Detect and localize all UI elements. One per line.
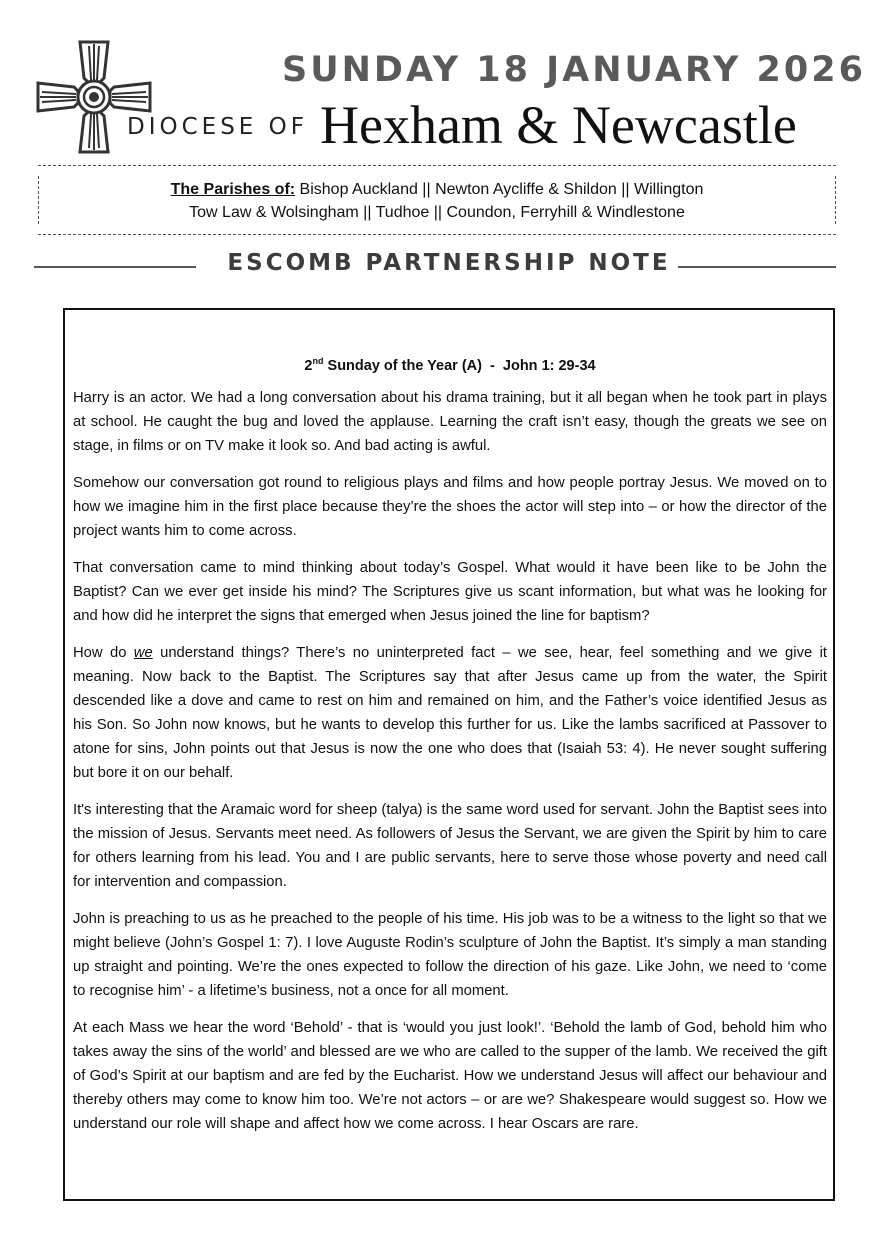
article-box xyxy=(63,308,835,1201)
parishes-box xyxy=(38,165,836,235)
heading-text: Sunday of the Year (A) - John 1: 29-34 xyxy=(323,357,596,374)
diocese-name: Hexham & Newcastle xyxy=(320,95,797,155)
note-title-bar xyxy=(34,250,836,284)
title-rule-left xyxy=(34,266,196,268)
paragraph: Somehow our conversation got round to religious plays and films and how people portray Jesus. We moved on to how we imagine him in the first place because they’re the shoes the actor will step into – or how the director of the project wants him to come across. xyxy=(73,474,827,539)
paragraph: That conversation came to mind thinking about today’s Gospel. What would it have been like to be John the Baptist? Can we ever get inside his mind? The Scriptures give us scant information, but what was he looking for and how did he interpret the signs that emerged when Jesus joined the line for baptism? xyxy=(73,559,827,624)
parishes-box-left-border xyxy=(38,176,39,224)
title-rule-right xyxy=(678,266,836,268)
diocese-prefix: DIOCESE OF xyxy=(127,114,308,140)
emphasis-we: we xyxy=(133,644,153,661)
parishes-label: The Parishes of: xyxy=(170,181,296,198)
heading-ordinal: nd xyxy=(312,356,324,366)
paragraph-text: How do xyxy=(73,644,134,661)
parishes-line-2: Tow Law & Wolsingham || Tudhoe || Coundon, Ferryhill & Windlestone xyxy=(189,204,685,221)
paragraph: John is preaching to us as he preached to the people of his time. His job was to be a witness to the light so that we might believe (John’s Gospel 1: 7). I love Auguste Rodin’s sculpture of John the Baptist. It’s simply a man standing up straight and pointing. We’re the ones expected to follow the direction of his gaze. Like John, we need to ‘come to recognise him’ - a lifetime’s business, not a once for all moment. xyxy=(73,910,827,999)
heading-number: 2 xyxy=(304,357,313,374)
parishes-line-1 xyxy=(38,178,836,201)
parishes-list-1: Bishop Auckland || Newton Aycliffe & Shildon || Willington xyxy=(295,181,704,198)
paragraph xyxy=(73,641,827,785)
parishes-box-right-border xyxy=(835,176,836,224)
bulletin-date: SUNDAY 18 JANUARY 2026 xyxy=(282,50,866,90)
article-heading xyxy=(73,356,827,374)
paragraph: Harry is an actor. We had a long conversation about his drama training, but it all began when he took part in plays at school. He caught the bug and loved the applause. Learning the craft isn’t easy, though the greats we see on stage, in films or on TV make it look so. And bad acting is awful. xyxy=(73,389,827,454)
paragraph: It's interesting that the Aramaic word for sheep (talya) is the same word used for servant. John the Baptist sees into the mission of Jesus. Servants meet need. As followers of Jesus the Servant, we are given the Spirit by him to care for others learning from his lead. You and I are public servants, here to serve those whose poverty and need call for intervention and compassion. xyxy=(73,801,827,890)
note-title: ESCOMB PARTNERSHIP NOTE xyxy=(227,250,671,276)
paragraph: At each Mass we hear the word ‘Behold’ - that is ‘would you just look!’. ‘Behold the lamb of God, behold him who takes away the sins of the world’ and blessed are we who are called to the supper of the lamb. We received the gift of God’s Spirit at our baptism and are fed by the Eucharist. How we understand Jesus will affect our behaviour and thereby others may come to know him too. We’re not actors – or are we? Shakespeare would suggest so. How we understand our role will shape and affect how we come across. I hear Oscars are rare. xyxy=(73,1019,827,1132)
paragraph-text: understand things? There’s no uninterpreted fact – we see, hear, feel something and we give it meaning. Now back to the Baptist. The Scriptures say that after Jesus came up from the water, the Spirit descended like a dove and came to rest on him and remained on him, and the Father’s voice identified Jesus as his Son. So John now knows, but he wants to develop this further for us. Like the lambs sacrificed at Passover to atone for sins, John points out that Jesus is now the one who does that (Isaiah 53: 4). He never sought suffering but bore it on our behalf. xyxy=(73,644,827,781)
